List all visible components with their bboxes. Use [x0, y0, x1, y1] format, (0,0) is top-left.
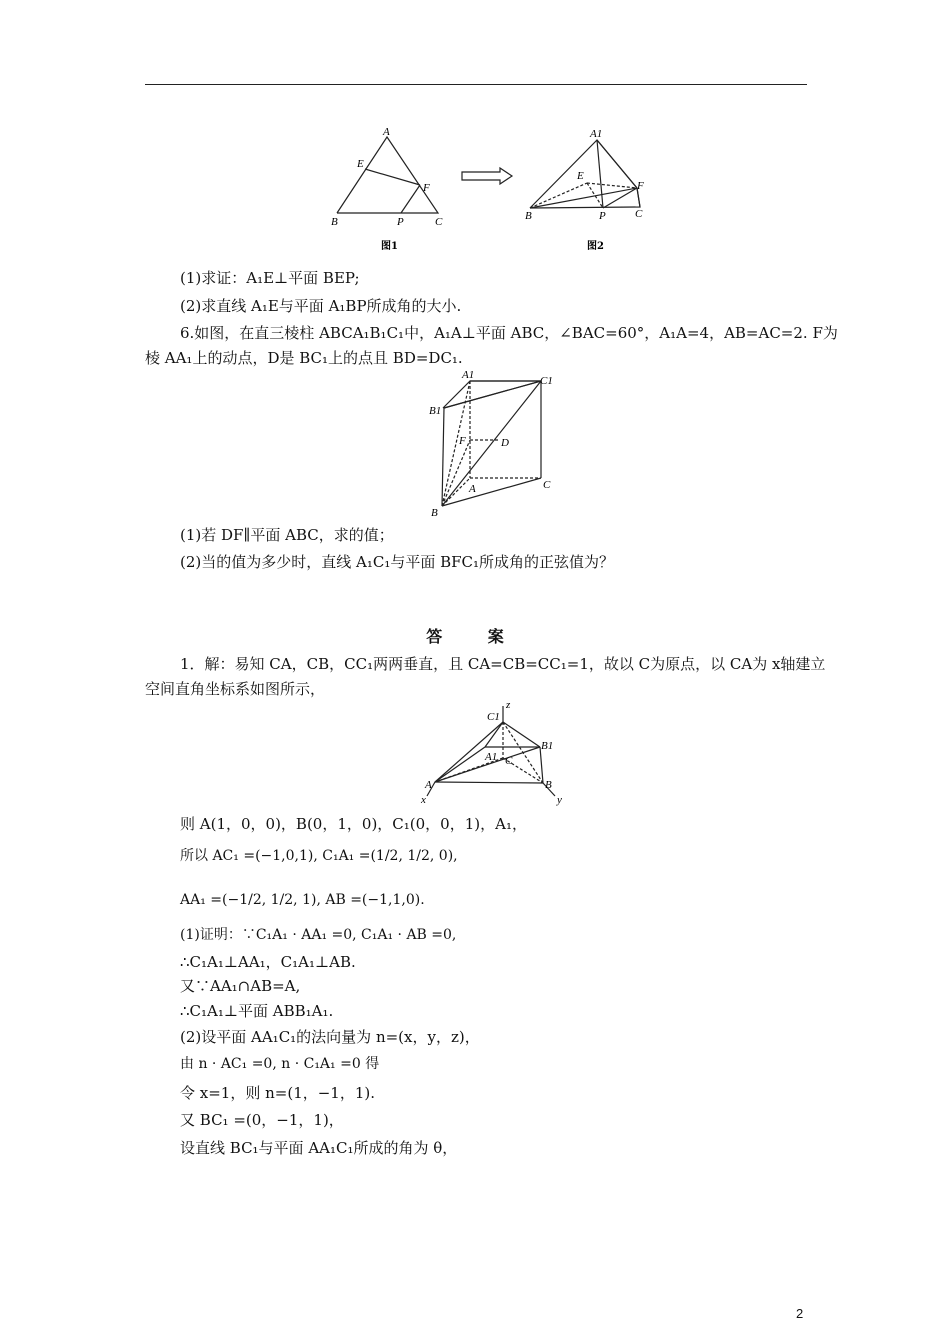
- fig6-label-A: A: [469, 483, 476, 495]
- header-rule: [145, 84, 807, 85]
- p6-question-1: (1)若 DF∥平面 ABC，求的值；: [180, 526, 394, 544]
- p5-question-1: (1)求证：A₁E⊥平面 BEP;: [180, 269, 360, 287]
- figure-coordinate: [415, 700, 570, 810]
- p6-question-2: (2)当的值为多少时，直线 A₁C₁与平面 BFC₁所成角的正弦值为？: [180, 553, 615, 571]
- fig1-label-B: B: [331, 216, 338, 228]
- figure-fold: [325, 125, 655, 255]
- answer1-line-f: 令 x=1，则 n=(1，−1，1).: [180, 1084, 376, 1102]
- p6-statement-line1: 6.如图，在直三棱柱 ABCA₁B₁C₁中，A₁A⊥平面 ABC，∠BAC=60°，A₁A=4，AB=AC=2. F为: [180, 324, 838, 342]
- figure-prism: [425, 368, 560, 520]
- fig1-label-E: E: [357, 158, 364, 170]
- answer1-line-a: ∴C₁A₁⊥AA₁，C₁A₁⊥AB.: [180, 953, 356, 971]
- answers-heading: 答 案: [426, 627, 524, 646]
- fig-a1-label-A: A: [425, 779, 432, 791]
- fig-a1-label-z: z: [506, 700, 511, 711]
- answer1-proof-1: (1)证明：∵C₁A₁ · AA₁ =0, C₁A₁ · AB =0,: [180, 927, 457, 943]
- answer1-line-e: 由 n · AC₁ =0, n · C₁A₁ =0 得: [180, 1056, 380, 1072]
- fig1-label-C: C: [435, 216, 443, 228]
- fig2-label-P: P: [599, 210, 606, 222]
- answer1-vectors-1: 所以 AC₁ =(−1,0,1), C₁A₁ =(1/2, 1/2, 0),: [180, 848, 458, 864]
- fig2-label-A1: A1: [590, 128, 603, 140]
- fig1-label-A: A: [383, 126, 390, 138]
- fig1-label-P: P: [397, 216, 404, 228]
- fig6-label-C1: C1: [540, 375, 553, 387]
- fig6-label-F: F: [459, 435, 466, 447]
- answer1-coords: 则 A(1，0，0)，B(0，1，0)，C₁(0，0，1)，A₁，: [180, 815, 527, 833]
- answer1-line2: 空间直角坐标系如图所示，: [145, 680, 326, 698]
- figure1-caption: 图1: [381, 241, 398, 252]
- fig2-label-C: C: [635, 208, 643, 220]
- p5-question-2: (2)求直线 A₁E与平面 A₁BP所成角的大小.: [180, 297, 462, 315]
- answer1-line-b: 又∵AA₁∩AB=A,: [180, 977, 301, 995]
- answer1-line-c: ∴C₁A₁⊥平面 ABB₁A₁.: [180, 1002, 334, 1020]
- fig-a1-label-B: B: [545, 779, 552, 791]
- page-number: 2: [796, 1306, 804, 1321]
- answer1-line-h: 设直线 BC₁与平面 AA₁C₁所成的角为 θ，: [180, 1139, 458, 1157]
- answer1-line-g: 又 BC₁ =(0，−1，1)，: [180, 1111, 344, 1129]
- fig1-label-F: F: [423, 182, 430, 194]
- p6-statement-line2: 棱 AA₁上的动点，D是 BC₁上的点且 BD=DC₁.: [145, 349, 463, 367]
- fig-a1-label-y: y: [557, 794, 562, 806]
- fig6-label-A1: A1: [462, 369, 475, 381]
- fig6-label-D: D: [501, 437, 509, 449]
- answer1-vectors-2: AA₁ =(−1/2, 1/2, 1), AB =(−1,1,0).: [180, 892, 425, 908]
- fig6-label-C: C: [543, 479, 551, 491]
- answer1-line1: 1．解：易知 CA，CB，CC₁两两垂直，且 CA=CB=CC₁=1，故以 C为原点，以 CA为 x轴建立: [180, 655, 826, 673]
- fig-a1-label-C1: C1: [487, 711, 500, 723]
- fig-a1-label-B1: B1: [541, 740, 554, 752]
- answer1-line-d: (2)设平面 AA₁C₁的法向量为 n=(x，y，z)，: [180, 1028, 480, 1046]
- figure2-caption: 图2: [587, 241, 604, 252]
- fig2-label-B: B: [525, 210, 532, 222]
- fig6-label-B: B: [431, 507, 438, 519]
- fig2-label-E: E: [577, 170, 584, 182]
- fig6-label-B1: B1: [429, 405, 442, 417]
- fig-a1-label-x: x: [421, 794, 426, 806]
- fig-a1-label-A1: A1: [485, 751, 498, 763]
- fig-a1-label-C: C: [505, 755, 513, 767]
- fig2-label-F: F: [637, 180, 644, 192]
